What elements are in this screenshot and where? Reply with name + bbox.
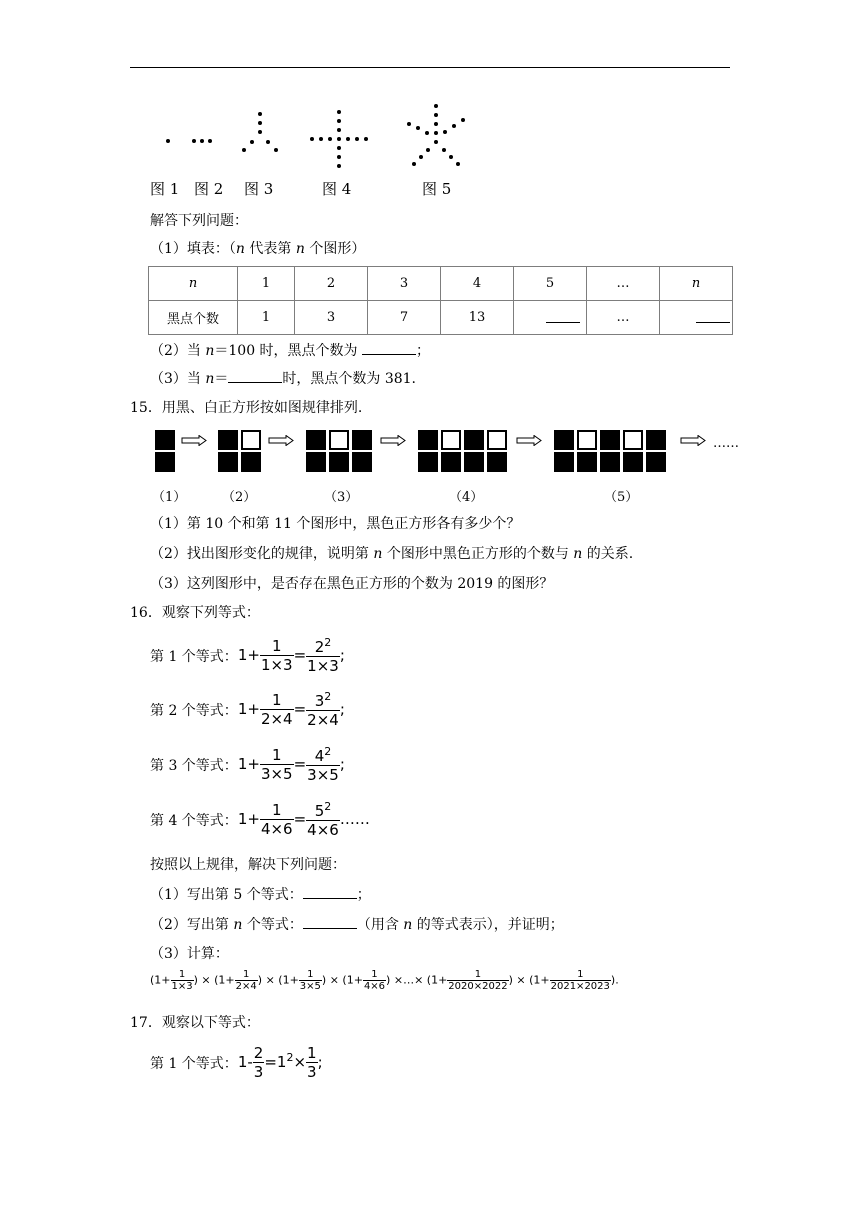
base: 3 bbox=[314, 692, 325, 710]
answer-cell[interactable] bbox=[514, 301, 587, 335]
table-cell: … bbox=[587, 267, 660, 301]
text: （1）写出第 5 个等式： bbox=[150, 887, 303, 903]
denominator: 3 bbox=[253, 1063, 264, 1081]
dot bbox=[443, 130, 447, 134]
text: 的等式表示），并证明； bbox=[412, 917, 564, 933]
dot bbox=[452, 124, 456, 128]
table-cell: 1 bbox=[238, 267, 295, 301]
dot bbox=[266, 140, 270, 144]
text: 的关系. bbox=[582, 546, 634, 562]
denominator: 4×6 bbox=[260, 820, 293, 838]
text: × bbox=[414, 973, 424, 987]
black-square bbox=[329, 452, 349, 472]
equation bbox=[237, 1044, 323, 1081]
numerator bbox=[306, 690, 340, 710]
tail: ; bbox=[339, 646, 345, 664]
q16-title: 16．观察下列等式： bbox=[130, 605, 260, 621]
exponent: 2 bbox=[324, 745, 332, 758]
text: × bbox=[393, 973, 404, 987]
fraction bbox=[363, 969, 386, 992]
fraction bbox=[235, 969, 258, 992]
equation: 1+ $\frac{1}{1\times 3}$ = $\frac{2^2}{1\times 3}$ ; bbox=[237, 636, 345, 675]
dot bbox=[434, 131, 438, 135]
dot bbox=[310, 137, 314, 141]
dot bbox=[337, 146, 341, 150]
white-square bbox=[241, 430, 261, 450]
text: 个图形） bbox=[304, 241, 366, 257]
var: n bbox=[205, 343, 215, 359]
arrow-right-icon bbox=[516, 435, 542, 446]
equation: 1+ $\frac{1}{2\times 4}$ = $\frac{3^2}{2\times 4}$ ; bbox=[237, 690, 345, 729]
denominator: 3×5 bbox=[307, 766, 339, 784]
denominator: 1×3 bbox=[307, 657, 339, 675]
text: ＝100 时，黑点个数为 bbox=[214, 343, 363, 359]
table-cell: 黑点个数 bbox=[149, 301, 238, 335]
black-square bbox=[306, 430, 326, 450]
black-square bbox=[464, 452, 484, 472]
equation: 1+ $\frac{1}{3\times 5}$ = $\frac{4^2}{3\times 5}$ ; bbox=[237, 745, 345, 784]
dot bbox=[419, 155, 423, 159]
dot bbox=[412, 162, 416, 166]
dot bbox=[416, 126, 420, 130]
black-square bbox=[418, 430, 438, 450]
black-square bbox=[623, 452, 643, 472]
fraction bbox=[306, 800, 340, 839]
table-row bbox=[149, 301, 733, 335]
tail: …… bbox=[339, 810, 370, 828]
text: （2）找出图形变化的规律，说明第 bbox=[150, 546, 374, 562]
fill-table bbox=[148, 266, 733, 335]
table-cell: 13 bbox=[441, 301, 514, 335]
black-square bbox=[600, 430, 620, 450]
q16-part1 bbox=[150, 884, 371, 904]
black-square bbox=[554, 452, 574, 472]
var: n bbox=[573, 546, 583, 562]
q15-part3: （3）这列图形中，是否存在黑色正方形的个数为 2019 的图形？ bbox=[150, 576, 554, 592]
text: 个等式： bbox=[242, 917, 303, 933]
dot bbox=[425, 131, 429, 135]
equation-label: 第 4 个等式： bbox=[150, 813, 238, 829]
equation-label: 第 3 个等式： bbox=[150, 758, 238, 774]
denominator: 2020×2022 bbox=[448, 981, 508, 992]
pattern-label: （5） bbox=[604, 490, 639, 505]
var: n bbox=[403, 917, 413, 933]
var: n bbox=[205, 371, 215, 387]
q14-part1 bbox=[150, 238, 365, 258]
numerator: 1 bbox=[271, 746, 282, 764]
equation: 1+ $\frac{1}{4\times 6}$ = $\frac{5^2}{4\times 6}$ …… bbox=[237, 800, 370, 839]
fraction bbox=[260, 637, 294, 674]
text: （2）写出第 bbox=[150, 917, 234, 933]
ellipsis: …… bbox=[713, 436, 739, 451]
denominator: 2×4 bbox=[260, 710, 293, 728]
numerator: 1 bbox=[474, 969, 482, 980]
arrow-right-icon bbox=[680, 435, 706, 446]
text: ) bbox=[386, 973, 391, 987]
denominator: 2021×2023 bbox=[550, 981, 610, 992]
table-cell: 3 bbox=[295, 301, 368, 335]
dot bbox=[456, 162, 460, 166]
denominator: 1×3 bbox=[260, 656, 293, 674]
white-square bbox=[441, 430, 461, 450]
text: 个图形中黑色正方形的个数与 bbox=[382, 546, 574, 562]
tail: ; bbox=[339, 700, 345, 718]
exponent: 2 bbox=[324, 690, 332, 703]
text: (1+ bbox=[342, 973, 363, 987]
dot bbox=[200, 139, 204, 143]
figure-caption: 图 2 bbox=[194, 180, 224, 198]
fraction bbox=[260, 691, 294, 728]
denominator: 4×6 bbox=[307, 821, 339, 839]
dot bbox=[258, 130, 262, 134]
dot bbox=[274, 148, 278, 152]
table-cell: n bbox=[660, 267, 733, 301]
exponent: 2 bbox=[324, 800, 332, 813]
product-expression bbox=[150, 969, 619, 992]
pattern-label: （1） bbox=[152, 490, 187, 505]
dot bbox=[208, 139, 212, 143]
text: × bbox=[329, 973, 339, 987]
denominator: 2×4 bbox=[235, 981, 257, 992]
q16-rule: 按照以上规律，解决下列问题： bbox=[150, 857, 346, 873]
text: 时，黑点个数为 381. bbox=[282, 371, 417, 387]
text: × bbox=[516, 973, 526, 987]
text: … bbox=[403, 973, 415, 987]
white-square bbox=[577, 430, 597, 450]
dot bbox=[192, 139, 196, 143]
dot bbox=[242, 148, 246, 152]
tail: ; bbox=[317, 1053, 323, 1071]
dot bbox=[449, 155, 453, 159]
text: ) bbox=[610, 973, 616, 987]
exponent: 2 bbox=[324, 636, 332, 649]
black-square bbox=[155, 430, 175, 450]
numerator: 1 bbox=[271, 691, 282, 709]
table-cell: 4 bbox=[441, 267, 514, 301]
text: （2）当 bbox=[150, 343, 206, 359]
numerator bbox=[306, 636, 340, 656]
table-cell: 5 bbox=[514, 267, 587, 301]
denominator: 4×6 bbox=[363, 981, 386, 992]
text: (1+ bbox=[214, 973, 235, 987]
dot bbox=[250, 140, 254, 144]
dot bbox=[364, 137, 368, 141]
numerator: 1 bbox=[271, 637, 282, 655]
figure-caption: 图 1 bbox=[150, 180, 180, 198]
dot bbox=[434, 122, 438, 126]
black-square bbox=[646, 430, 666, 450]
text: ＝ bbox=[214, 371, 229, 387]
dot bbox=[337, 164, 341, 168]
fraction bbox=[260, 801, 294, 838]
text: （3）当 bbox=[150, 371, 206, 387]
table-cell: n bbox=[149, 267, 238, 301]
answer-blank[interactable] bbox=[303, 914, 357, 929]
dot bbox=[434, 113, 438, 117]
equation-row bbox=[150, 745, 345, 784]
table-cell: 1 bbox=[238, 301, 295, 335]
table-cell: 2 bbox=[295, 267, 368, 301]
numerator: 2 bbox=[253, 1044, 264, 1062]
q15-part2 bbox=[150, 543, 633, 563]
fraction bbox=[253, 1044, 265, 1081]
q16-part3: （3）计算： bbox=[150, 946, 229, 962]
figure-caption: 图 4 bbox=[322, 180, 352, 198]
dot bbox=[328, 137, 332, 141]
answer-blank[interactable] bbox=[696, 308, 730, 323]
numerator: 1 bbox=[243, 969, 250, 980]
fraction bbox=[306, 745, 340, 784]
dot bbox=[166, 139, 170, 143]
text: × bbox=[293, 1053, 307, 1071]
figure-caption: 图 5 bbox=[422, 180, 452, 198]
numerator: 1 bbox=[307, 969, 314, 980]
dot bbox=[434, 104, 438, 108]
pattern-label: （3） bbox=[324, 490, 359, 505]
arrow-right-icon bbox=[380, 435, 406, 446]
dot bbox=[337, 155, 341, 159]
table-cell: … bbox=[587, 301, 660, 335]
answer-blank[interactable] bbox=[303, 884, 357, 899]
numerator: 1 bbox=[371, 969, 378, 980]
q14-part2 bbox=[150, 340, 430, 360]
arrow-right-icon bbox=[268, 435, 294, 446]
arrow-right-icon bbox=[181, 435, 207, 446]
dot bbox=[426, 148, 430, 152]
base: 4 bbox=[314, 747, 325, 765]
table-row bbox=[149, 267, 733, 301]
tail: ; bbox=[339, 755, 345, 773]
q15-title: 15．用黑、白正方形按如图规律排列. bbox=[130, 400, 363, 416]
denominator: 2×4 bbox=[307, 711, 339, 729]
text: . bbox=[615, 973, 619, 987]
text: （用含 bbox=[356, 917, 404, 933]
var: n bbox=[295, 241, 305, 257]
table-cell: 3 bbox=[368, 267, 441, 301]
white-square bbox=[487, 430, 507, 450]
numerator bbox=[306, 800, 340, 820]
dot bbox=[258, 121, 262, 125]
black-square bbox=[554, 430, 574, 450]
text: × bbox=[265, 973, 275, 987]
pattern-label: （2） bbox=[222, 490, 257, 505]
dot bbox=[407, 122, 411, 126]
text: =1 bbox=[264, 1053, 287, 1071]
q14-part3 bbox=[150, 368, 416, 388]
dot bbox=[461, 118, 465, 122]
text: (1+ bbox=[426, 973, 448, 987]
pattern-label: （4） bbox=[449, 490, 484, 505]
denominator: 3×5 bbox=[299, 981, 321, 992]
black-square bbox=[464, 430, 484, 450]
equation-label: 第 2 个等式： bbox=[150, 703, 238, 719]
text: (1+ bbox=[150, 973, 171, 987]
fraction bbox=[550, 969, 611, 992]
q16-part2 bbox=[150, 914, 564, 934]
black-square bbox=[418, 452, 438, 472]
var: n bbox=[235, 241, 245, 257]
answer-blank[interactable] bbox=[546, 308, 580, 323]
figure-caption: 图 3 bbox=[244, 180, 274, 198]
black-square bbox=[600, 452, 620, 472]
text: ； bbox=[416, 343, 431, 359]
q15-part1: （1）第 10 个和第 11 个图形中，黑色正方形各有多少个？ bbox=[150, 516, 521, 532]
numerator: 1 bbox=[271, 801, 282, 819]
dot bbox=[319, 137, 323, 141]
fraction bbox=[306, 690, 340, 729]
var: n bbox=[233, 917, 243, 933]
dot bbox=[337, 110, 341, 114]
numerator: 1 bbox=[178, 969, 186, 980]
fraction bbox=[299, 969, 322, 992]
white-square bbox=[329, 430, 349, 450]
fraction bbox=[306, 1044, 318, 1081]
table-cell: 7 bbox=[368, 301, 441, 335]
numerator: 1 bbox=[577, 969, 584, 980]
dot bbox=[346, 137, 350, 141]
black-square bbox=[218, 430, 238, 450]
denominator: 1×3 bbox=[171, 981, 193, 992]
black-square bbox=[441, 452, 461, 472]
equation-label: 第 1 个等式： bbox=[150, 1056, 238, 1072]
fraction bbox=[260, 746, 294, 783]
header-rule bbox=[130, 67, 730, 68]
answer-cell[interactable] bbox=[660, 301, 733, 335]
text: (1+ bbox=[278, 973, 299, 987]
text: ) bbox=[257, 973, 263, 987]
base: 2 bbox=[314, 638, 325, 656]
text: ) bbox=[193, 973, 198, 987]
black-square bbox=[577, 452, 597, 472]
text: 1- bbox=[237, 1053, 253, 1071]
fraction bbox=[447, 969, 508, 992]
var: n bbox=[373, 546, 383, 562]
black-square bbox=[155, 452, 175, 472]
equation-row bbox=[150, 1044, 323, 1081]
text: ) bbox=[321, 973, 327, 987]
dot bbox=[337, 119, 341, 123]
q17-title: 17．观察以下等式： bbox=[130, 1015, 260, 1031]
black-square bbox=[352, 452, 372, 472]
text: 代表第 bbox=[244, 241, 296, 257]
black-square bbox=[646, 452, 666, 472]
base: 5 bbox=[314, 802, 325, 820]
dot bbox=[258, 112, 262, 116]
dot bbox=[337, 137, 341, 141]
exponent: 2 bbox=[286, 1051, 294, 1064]
denominator: 3×5 bbox=[260, 765, 293, 783]
black-square bbox=[306, 452, 326, 472]
fraction bbox=[306, 636, 340, 675]
white-square bbox=[623, 430, 643, 450]
text: ) bbox=[508, 973, 513, 987]
equation-row bbox=[150, 690, 345, 729]
text: ； bbox=[356, 887, 371, 903]
answer-blank[interactable] bbox=[228, 368, 282, 383]
text: （1）填表：（ bbox=[150, 241, 236, 257]
answer-blank[interactable] bbox=[362, 340, 416, 355]
black-square bbox=[487, 452, 507, 472]
text: (1+ bbox=[529, 973, 550, 987]
dot bbox=[442, 148, 446, 152]
numerator bbox=[306, 745, 340, 765]
black-square bbox=[352, 430, 372, 450]
dot bbox=[355, 137, 359, 141]
text: × bbox=[201, 973, 211, 987]
equation-row bbox=[150, 636, 345, 675]
black-square bbox=[218, 452, 238, 472]
dot bbox=[337, 128, 341, 132]
denominator: 3 bbox=[307, 1063, 317, 1081]
q14-intro: 解答下列问题： bbox=[150, 213, 248, 229]
dot bbox=[434, 140, 438, 144]
black-square bbox=[241, 452, 261, 472]
equation-row bbox=[150, 800, 370, 839]
equation-label: 第 1 个等式： bbox=[150, 649, 238, 665]
fraction bbox=[171, 969, 194, 992]
numerator: 1 bbox=[307, 1044, 317, 1062]
